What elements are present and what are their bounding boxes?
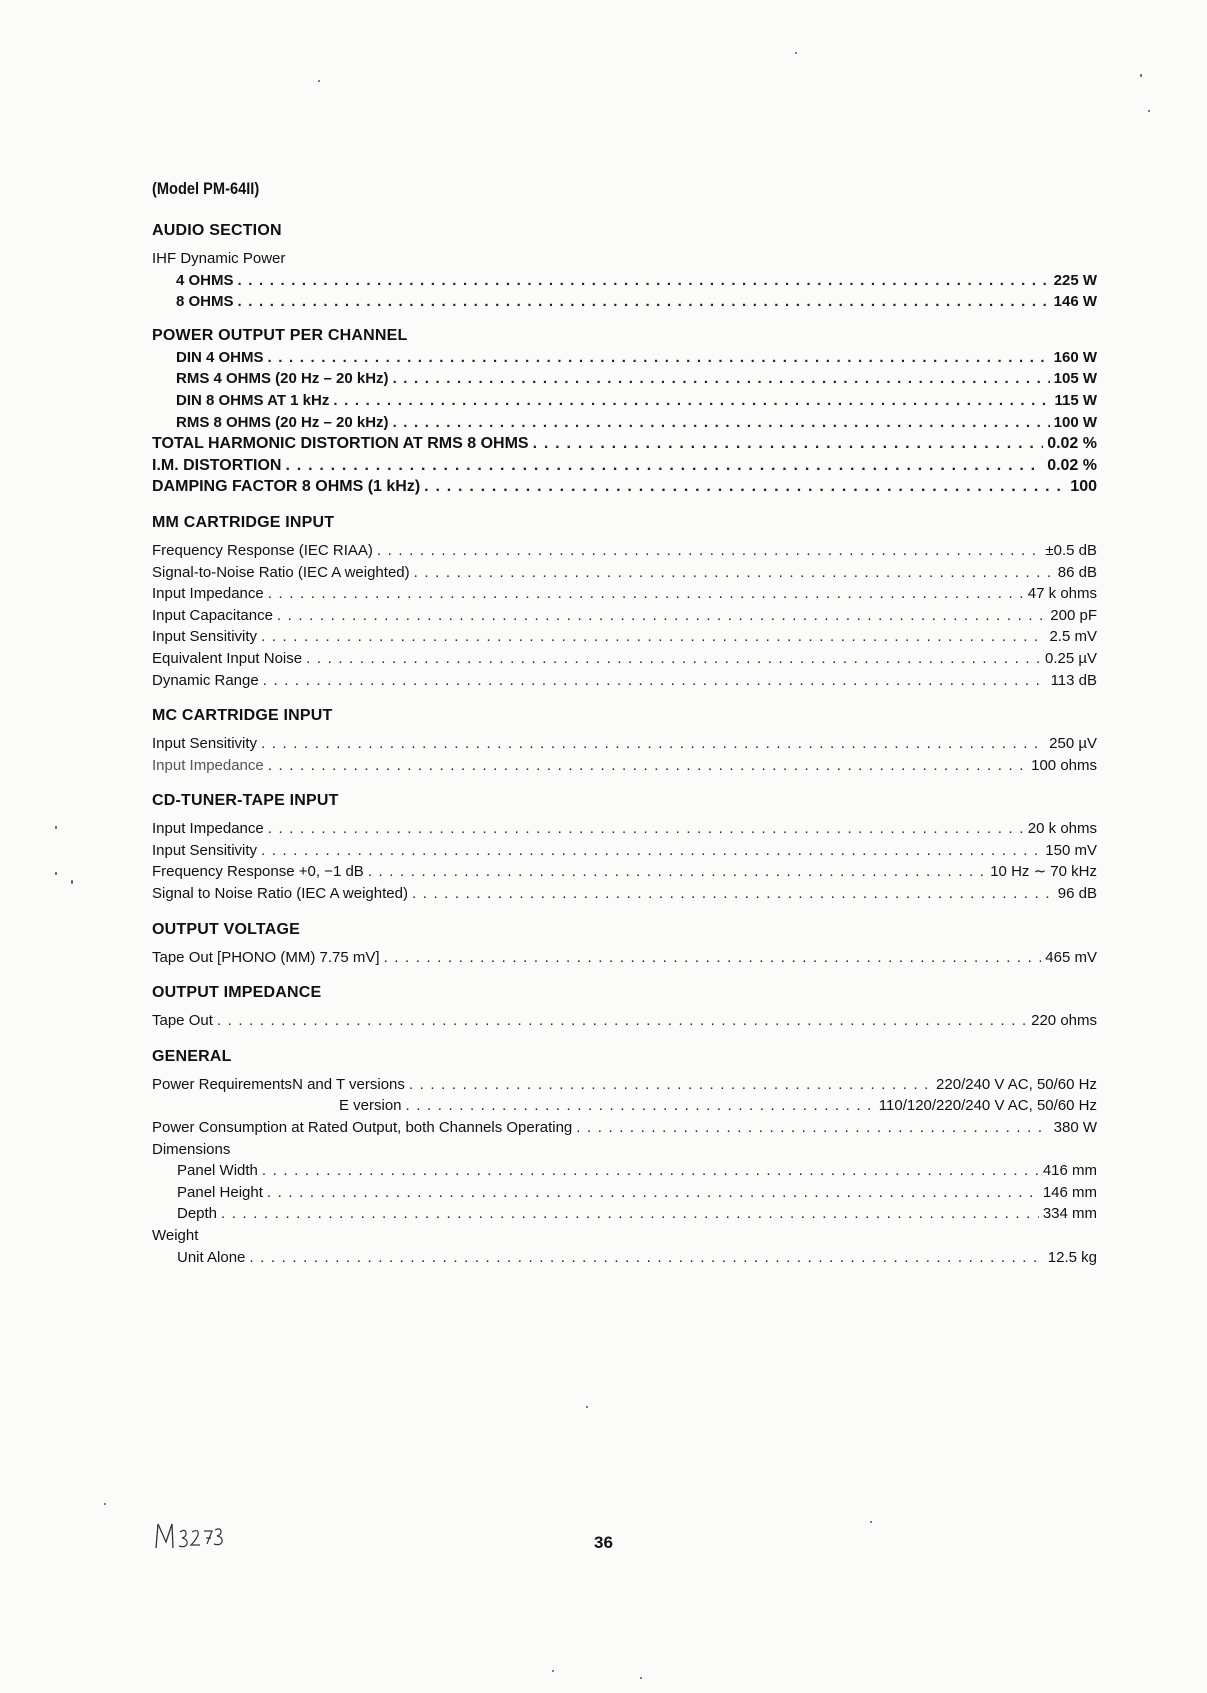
spec-value: 47 k ohms [1027, 585, 1097, 603]
spec-row [152, 433, 1097, 455]
spec-row [152, 1095, 1097, 1117]
dot-leader [393, 368, 1050, 390]
scan-speck [640, 1677, 642, 1679]
spec-row [152, 840, 1097, 862]
spec-value: 100 W [1053, 413, 1097, 431]
scan-speck [55, 872, 57, 875]
spec-label: DIN 8 OHMS AT 1 kHz [176, 391, 330, 409]
dot-leader [261, 626, 1045, 648]
spec-value: 160 W [1053, 348, 1097, 366]
spec-value: 220/240 V AC, 50/60 Hz [936, 1075, 1097, 1093]
spec-row [152, 1074, 1097, 1096]
scan-speck [1140, 74, 1142, 77]
spec-value: 225 W [1053, 271, 1097, 289]
spec-value: 20 k ohms [1027, 820, 1097, 838]
scan-speck [104, 1503, 106, 1505]
spec-label: Input Sensitivity [152, 841, 258, 859]
spec-value: 250 µV [1049, 735, 1097, 753]
spec-value: 416 mm [1042, 1162, 1097, 1180]
general-header: GENERAL [152, 1047, 232, 1065]
dot-leader [285, 455, 1043, 477]
spec-row [152, 648, 1097, 670]
dot-leader [238, 270, 1050, 292]
dot-leader [249, 1247, 1043, 1269]
dot-leader [268, 583, 1024, 605]
audio-section [152, 220, 1097, 498]
spec-value: 105 W [1053, 370, 1097, 388]
spec-row [152, 455, 1097, 477]
scan-speck [552, 1670, 554, 1672]
spec-value: 100 [1070, 478, 1097, 496]
spec-label: 4 OHMS [176, 271, 234, 289]
spec-row [152, 390, 1097, 412]
spec-value: 334 mm [1042, 1205, 1097, 1223]
page-number: 36 [594, 1533, 613, 1552]
scan-speck [71, 880, 73, 884]
spec-label: Power Consumption at Rated Output, both Channels Operating [152, 1119, 573, 1137]
power-requirements-label: Power Requirements [152, 1075, 293, 1093]
spec-label: Frequency Response +0, −1 dB [152, 863, 364, 881]
spec-label: Signal-to-Noise Ratio (IEC A weighted) [152, 563, 410, 581]
spec-row [152, 1247, 1097, 1269]
cd-tuner-tape-section [152, 790, 1097, 904]
dot-leader [262, 1160, 1039, 1182]
spec-row [152, 818, 1097, 840]
spec-row [152, 368, 1097, 390]
spec-value: 100 ohms [1031, 756, 1097, 774]
spec-row [152, 1182, 1097, 1204]
spec-value: 465 mV [1045, 948, 1097, 966]
spec-row [152, 626, 1097, 648]
general-section [152, 1046, 1097, 1268]
scan-speck [318, 80, 320, 82]
mm-cartridge-header: MM CARTRIDGE INPUT [152, 513, 335, 531]
spec-value: 2.5 mV [1049, 628, 1097, 646]
dot-leader [277, 605, 1046, 627]
spec-label: N and T versions [292, 1075, 405, 1093]
spec-label: Panel Height [177, 1183, 263, 1201]
spec-row [152, 476, 1097, 498]
spec-row [152, 605, 1097, 627]
dot-leader [412, 883, 1054, 905]
spec-value: 12.5 kg [1047, 1248, 1097, 1266]
spec-label: TOTAL HARMONIC DISTORTION AT RMS 8 OHMS [152, 435, 529, 453]
spec-value: 10 Hz ∼ 70 kHz [990, 863, 1097, 881]
weight-label: Weight [152, 1227, 199, 1244]
spec-row [152, 1160, 1097, 1182]
spec-value: 150 mV [1045, 841, 1097, 859]
dot-leader [409, 1074, 932, 1096]
ihf-dynamic-power-label: IHF Dynamic Power [152, 250, 286, 267]
spec-label: RMS 8 OHMS (20 Hz – 20 kHz) [176, 413, 389, 431]
spec-value: 113 dB [1050, 671, 1097, 689]
scan-speck [870, 1521, 872, 1523]
spec-value: 0.02 % [1047, 456, 1097, 474]
spec-row [152, 670, 1097, 692]
spec-value: 146 W [1053, 293, 1097, 311]
spec-label: 8 OHMS [176, 293, 234, 311]
spec-label: Unit Alone [177, 1248, 246, 1266]
spec-row [152, 540, 1097, 562]
spec-label: Panel Width [177, 1162, 258, 1180]
dot-leader [414, 562, 1054, 584]
dot-leader [267, 1182, 1039, 1204]
dot-leader [217, 1010, 1027, 1032]
output-voltage-header: OUTPUT VOLTAGE [152, 920, 300, 938]
spec-label: Equivalent Input Noise [152, 649, 303, 667]
spec-value: 115 W [1054, 391, 1097, 409]
spec-label: Input Impedance [152, 820, 264, 838]
dot-leader [238, 291, 1050, 313]
spec-label: E version [339, 1097, 402, 1115]
dot-leader [424, 476, 1066, 498]
dot-leader [384, 947, 1042, 969]
spec-label: I.M. DISTORTION [152, 456, 282, 474]
spec-label: Input Sensitivity [152, 735, 258, 753]
output-impedance-header: OUTPUT IMPEDANCE [152, 984, 322, 1002]
scan-speck [586, 1406, 588, 1408]
dot-leader [533, 433, 1044, 455]
dimensions-label: Dimensions [152, 1140, 231, 1158]
spec-value: 110/120/220/240 V AC, 50/60 Hz [878, 1097, 1097, 1115]
spec-value: 0.25 µV [1044, 649, 1097, 667]
power-output-header: POWER OUTPUT PER CHANNEL [152, 326, 408, 344]
spec-row [152, 562, 1097, 584]
spec-label: Frequency Response (IEC RIAA) [152, 541, 373, 559]
spec-label: Signal to Noise Ratio (IEC A weighted) [152, 885, 408, 903]
spec-value: 380 W [1053, 1119, 1097, 1137]
dot-leader [368, 861, 986, 883]
output-impedance-section [152, 982, 1097, 1032]
spec-row [152, 412, 1097, 434]
spec-row [152, 1117, 1097, 1139]
spec-row [152, 1010, 1097, 1032]
dot-leader [406, 1095, 875, 1117]
spec-row [152, 270, 1097, 292]
spec-label: Dynamic Range [152, 671, 259, 689]
spec-value: 86 dB [1057, 563, 1097, 581]
cd-tuner-tape-header: CD-TUNER-TAPE INPUT [152, 792, 339, 810]
dot-leader [261, 733, 1045, 755]
spec-label: Input Impedance [152, 756, 264, 774]
spec-row [152, 1203, 1097, 1225]
dot-leader [268, 755, 1027, 777]
dot-leader [261, 840, 1041, 862]
spec-label: Tape Out [152, 1012, 213, 1030]
spec-value: 96 dB [1057, 885, 1097, 903]
spec-label: Depth [177, 1205, 218, 1223]
output-voltage-section [152, 919, 1097, 969]
dot-leader [333, 390, 1050, 412]
mc-cartridge-section [152, 705, 1097, 776]
dot-leader [268, 347, 1050, 369]
dot-leader [263, 670, 1047, 692]
spec-label: Input Capacitance [152, 606, 273, 624]
spec-label: Input Sensitivity [152, 628, 258, 646]
spec-row [152, 733, 1097, 755]
dot-leader [393, 412, 1050, 434]
spec-row [152, 583, 1097, 605]
model-title: (Model PM-64II) [152, 179, 260, 198]
spec-row [152, 947, 1097, 969]
spec-value: 146 mm [1042, 1183, 1097, 1201]
scan-speck [55, 826, 57, 829]
spec-label: DAMPING FACTOR 8 OHMS (1 kHz) [152, 478, 421, 496]
spec-row [152, 755, 1097, 777]
mm-cartridge-section [152, 512, 1097, 691]
spec-row [152, 347, 1097, 369]
spec-value: ±0.5 dB [1045, 541, 1097, 559]
dot-leader [268, 818, 1024, 840]
spec-label: DIN 4 OHMS [176, 348, 264, 366]
spec-row [152, 291, 1097, 313]
spec-row [152, 883, 1097, 905]
audio-section-header: AUDIO SECTION [152, 222, 282, 239]
spec-value: 200 pF [1050, 606, 1097, 624]
scan-speck [1148, 110, 1150, 112]
spec-sheet [152, 178, 1097, 1268]
spec-row [152, 861, 1097, 883]
dot-leader [576, 1117, 1049, 1139]
dot-leader [306, 648, 1041, 670]
spec-label: Tape Out [PHONO (MM) 7.75 mV] [152, 948, 380, 966]
scan-speck [795, 52, 797, 54]
spec-value: 220 ohms [1031, 1012, 1097, 1030]
spec-label: RMS 4 OHMS (20 Hz – 20 kHz) [176, 370, 389, 388]
dot-leader [221, 1203, 1039, 1225]
spec-label: Input Impedance [152, 585, 264, 603]
spec-value: 0.02 % [1047, 435, 1097, 453]
mc-cartridge-header: MC CARTRIDGE INPUT [152, 707, 333, 725]
dot-leader [377, 540, 1041, 562]
